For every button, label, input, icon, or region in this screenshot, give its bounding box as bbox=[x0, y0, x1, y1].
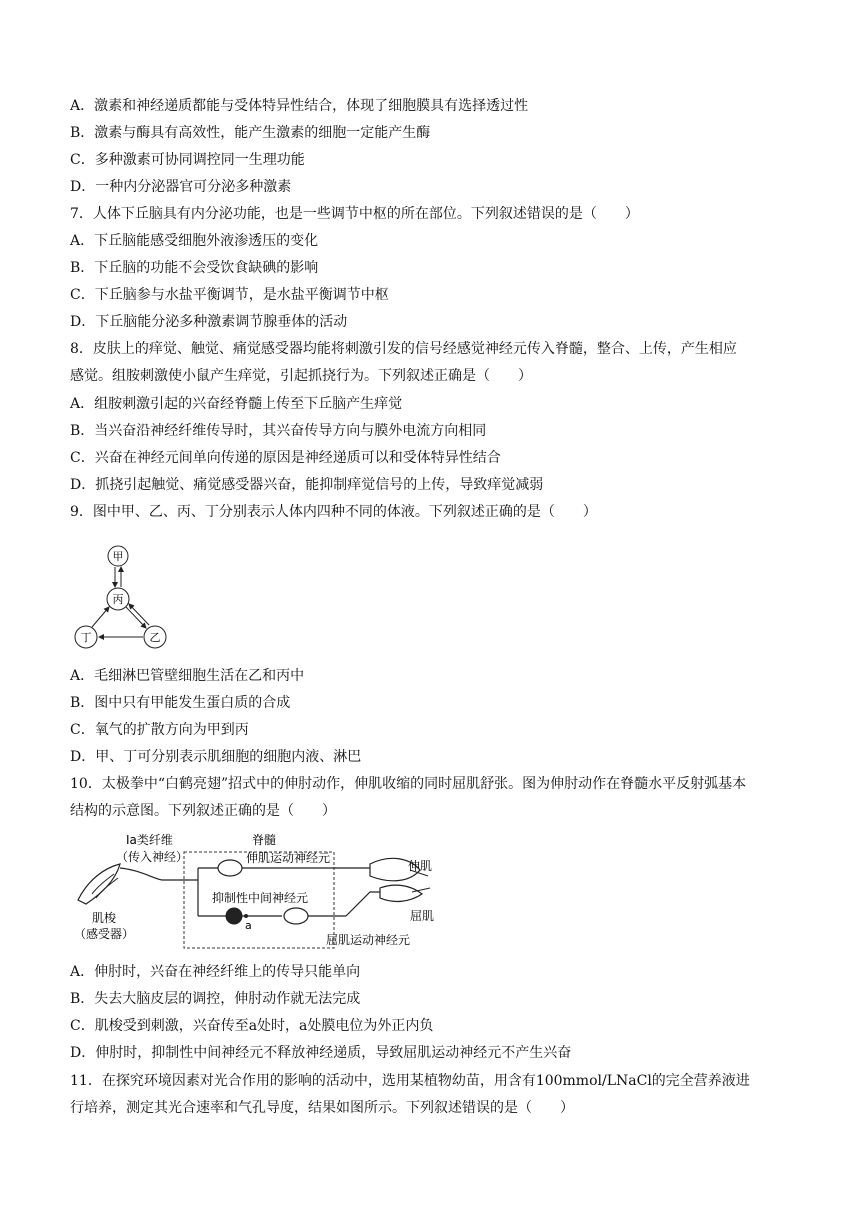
option-line: B．激素与酶具有高效性，能产生激素的细胞一定能产生酶 bbox=[70, 125, 431, 141]
option-line: D．下丘脑能分泌多种激素调节腺垂体的活动 bbox=[70, 314, 348, 330]
option-line: D．甲、丁可分别表示肌细胞的细胞内液、淋巴 bbox=[70, 749, 362, 765]
label-flexor: 屈肌 bbox=[410, 909, 435, 923]
node-ding: 丁 bbox=[80, 631, 92, 644]
option-line: D．一种内分泌器官可分泌多种激素 bbox=[70, 179, 292, 195]
option-line: B．图中只有甲能发生蛋白质的合成 bbox=[70, 695, 291, 711]
label-flexor-motor: 屈肌运动神经元 bbox=[326, 933, 411, 947]
option-line: B．当兴奋沿神经纤维传导时，其兴奋传导方向与膜外电流方向相同 bbox=[70, 423, 487, 439]
label-inhibitory: 抑制性中间神经元 bbox=[212, 891, 309, 905]
option-line: A．下丘脑能感受细胞外液渗透压的变化 bbox=[70, 233, 319, 249]
question-7: 7．人体下丘脑具有内分泌功能，也是一些调节中枢的所在部位。下列叙述错误的是（ ） bbox=[70, 206, 639, 222]
question-8-cont: 感觉。组胺刺激使小鼠产生痒觉，引起抓挠行为。下列叙述正确是（ ） bbox=[70, 368, 532, 384]
option-line: C．多种激素可协同调控同一生理功能 bbox=[70, 152, 305, 168]
option-line: B．失去大脑皮层的调控，伸肘动作就无法完成 bbox=[70, 991, 361, 1007]
node-bing: 丙 bbox=[112, 593, 124, 606]
body-fluid-diagram bbox=[68, 540, 178, 652]
option-line: D．伸肘时，抑制性中间神经元不释放神经递质，导致屈肌运动神经元不产生兴奋 bbox=[70, 1045, 572, 1061]
option-line: D．抓挠引起触觉、痛觉感受器兴奋，能抑制痒觉信号的上传，导致痒觉减弱 bbox=[70, 477, 544, 493]
node-jia: 甲 bbox=[112, 550, 124, 563]
option-line: A．毛细淋巴管壁细胞生活在乙和丙中 bbox=[70, 668, 305, 684]
node-yi: 乙 bbox=[149, 631, 161, 644]
question-8: 8．皮肤上的痒觉、触觉、痛觉感受器均能将刺激引发的信号经感觉神经元传入脊髓，整合、上传，产生相应 bbox=[70, 341, 737, 357]
option-line: C．兴奋在神经元间单向传递的原因是神经递质可以和受体特异性结合 bbox=[70, 450, 501, 466]
label-afferent: （传入神经） bbox=[116, 850, 189, 864]
label-extensor-motor: 伸肌运动神经元 bbox=[246, 851, 331, 865]
label-spindle: 肌梭 bbox=[92, 911, 117, 925]
option-line: A．组胺刺激引起的兴奋经脊髓上传至下丘脑产生痒觉 bbox=[70, 396, 403, 412]
label-point-a: a bbox=[245, 919, 252, 932]
option-line: A．伸肘时，兴奋在神经纤维上的传导只能单向 bbox=[70, 964, 361, 980]
question-10: 10．太极拳中“白鹤亮翅”招式中的伸肘动作，伸肌收缩的同时屈肌舒张。图为伸肘动作在脊髓水平反射弧基本 bbox=[70, 776, 747, 792]
option-line: C．氧气的扩散方向为甲到丙 bbox=[70, 722, 249, 738]
option-line: C．肌梭受到刺激，兴奋传至a处时，a处膜电位为外正内负 bbox=[70, 1018, 434, 1034]
question-10-cont: 结构的示意图。下列叙述正确的是（ ） bbox=[70, 803, 336, 819]
label-receptor: （感受器） bbox=[74, 927, 135, 941]
label-ia-fiber: Ⅰa类纤维 bbox=[126, 833, 173, 847]
label-extensor: 伸肌 bbox=[408, 859, 433, 873]
question-11-cont: 行培养，测定其光合速率和气孔导度，结果如图所示。下列叙述错误的是（ ） bbox=[70, 1100, 574, 1116]
reflex-arc-diagram bbox=[70, 828, 450, 954]
option-line: C．下丘脑参与水盐平衡调节，是水盐平衡调节中枢 bbox=[70, 287, 389, 303]
question-11: 11．在探究环境因素对光合作用的影响的活动中，选用某植物幼苗，用含有100mmol/LNaCl的完全营养液进 bbox=[70, 1073, 750, 1089]
option-line: A．激素和神经递质都能与受体特异性结合，体现了细胞膜具有选择透过性 bbox=[70, 98, 529, 114]
option-line: B．下丘脑的功能不会受饮食缺碘的影响 bbox=[70, 260, 319, 276]
question-9: 9．图中甲、乙、丙、丁分别表示人体内四种不同的体液。下列叙述正确的是（ ） bbox=[70, 504, 597, 520]
label-spinal-cord: 脊髓 bbox=[252, 833, 277, 847]
